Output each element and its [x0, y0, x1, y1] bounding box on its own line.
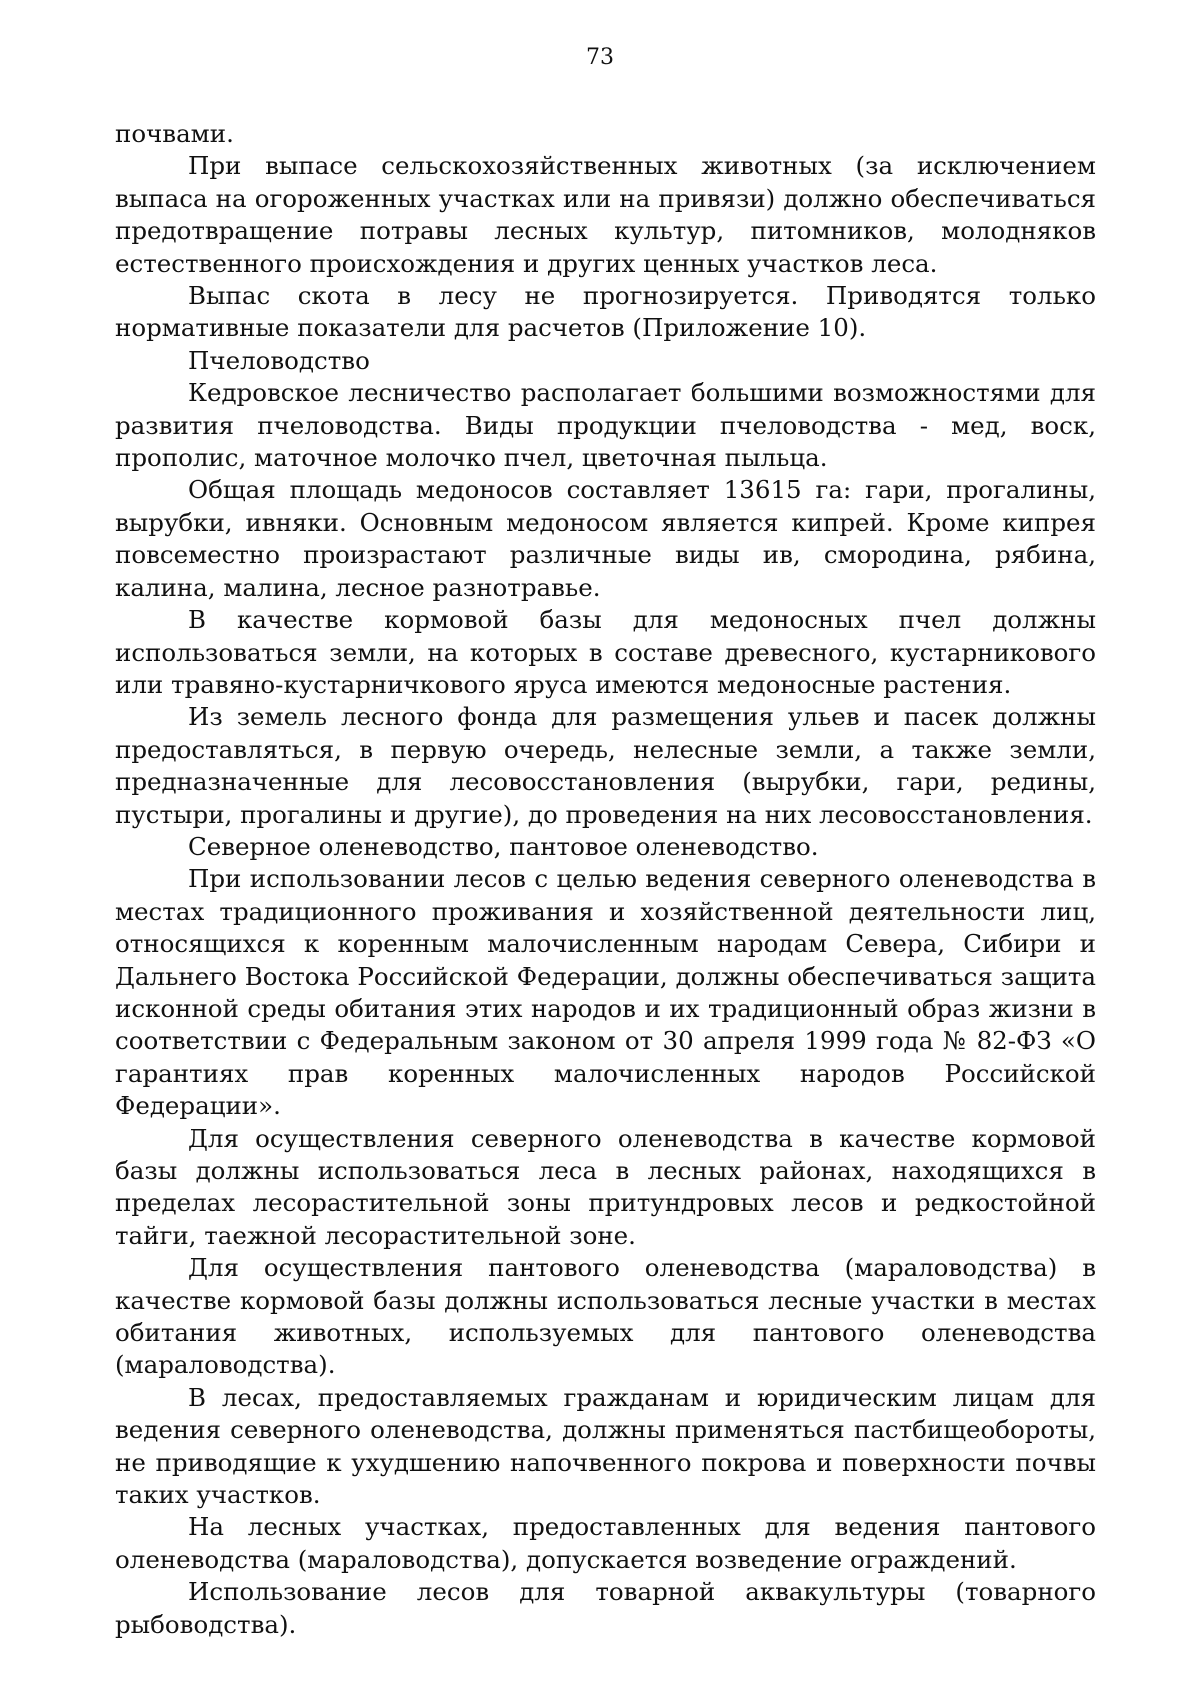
document-body [115, 118, 1096, 1641]
paragraph-forage-base-bees: В качестве кормовой базы для медоносных пчел должны использоваться земли, на которых в составе древесного, кустарникового или травяно-кустарничкового яруса имеются медоносные растения. [115, 605, 1096, 699]
paragraph-honey-plants-area: Общая площадь медоносов составляет 13615 га: гари, прогалины, вырубки, ивняки. Основным медоносом является кипрей. Кроме кипрея повсеместно произрастают различные виды ив, смородина, рябина, калина, малина, лесное разнотравье. [115, 475, 1096, 602]
paragraph-grazing-rules: При выпасе сельскохозяйственных животных (за исключением выпаса на огороженных участках или на привязи) должно обеспечиваться предотвращение потравы лесных культур, питомников, молодняков естественного происхождения и других ценных участков леса. [115, 151, 1096, 278]
paragraph-continuation: почвами. [115, 119, 234, 148]
page-number: 73 [586, 45, 614, 70]
paragraph-northern-reindeer-law: При использовании лесов с целью ведения северного оленеводства в местах традиционного проживания и хозяйственной деятельности лиц, относящихся к коренным малочисленным народам Севера, Сибири и Дальнего Востока Российской Федерации, должны обеспечиваться защита исконной среды обитания этих народов и их традиционный образ жизни в соответствии с Федеральным законом от 30 апреля 1999 года № 82-ФЗ «О гарантиях прав коренных малочисленных народов Российской Федерации». [115, 864, 1096, 1121]
paragraph-grazing-forecast: Выпас скота в лесу не прогнозируется. Приводятся только нормативные показатели для расчетов (Приложение 10). [115, 281, 1096, 343]
paragraph-pasture-rotation: В лесах, предоставляемых гражданам и юридическим лицам для ведения северного оленеводства, должны применяться пастбищеобороты, не приводящие к ухудшению напочвенного покрова и поверхности почвы таких участков. [115, 1382, 1096, 1510]
paragraph-beekeeping-potential: Кедровское лесничество располагает большими возможностями для развития пчеловодства. Виды продукции пчеловодства - мед, воск, прополис, маточное молочко пчел, цветочная пыльца. [115, 378, 1096, 473]
paragraph-northern-reindeer-forage: Для осуществления северного оленеводства в качестве кормовой базы должны использоваться леса в лесных районах, находящихся в пределах лесорастительной зоны притундровых лесов и редкостойной тайги, таежной лесорастительной зоне. [115, 1123, 1096, 1250]
paragraph-hive-placement: Из земель лесного фонда для размещения ульев и пасек должны предоставляться, в первую очередь, нелесные земли, а также земли, предназначенные для лесовосстановления (вырубки, гари, редины, пустыри, прогалины и другие), до проведения на них лесовосстановления. [115, 702, 1096, 829]
paragraph-antler-reindeer-forage: Для осуществления пантового оленеводства (мараловодства) в качестве кормовой базы должны использоваться лесные участки в местах обитания животных, используемых для пантового оленеводства (мараловодства). [115, 1253, 1096, 1380]
paragraph-fencing: На лесных участках, предоставленных для ведения пантового оленеводства (мараловодства), допускается возведение ограждений. [115, 1512, 1096, 1574]
section-heading-beekeeping: Пчеловодство [188, 345, 370, 375]
section-heading-reindeer: Северное оленеводство, пантовое оленеводство. [188, 831, 819, 861]
section-heading-aquaculture: Использование лесов для товарной аквакультуры (товарного рыбоводства). [115, 1577, 1096, 1639]
